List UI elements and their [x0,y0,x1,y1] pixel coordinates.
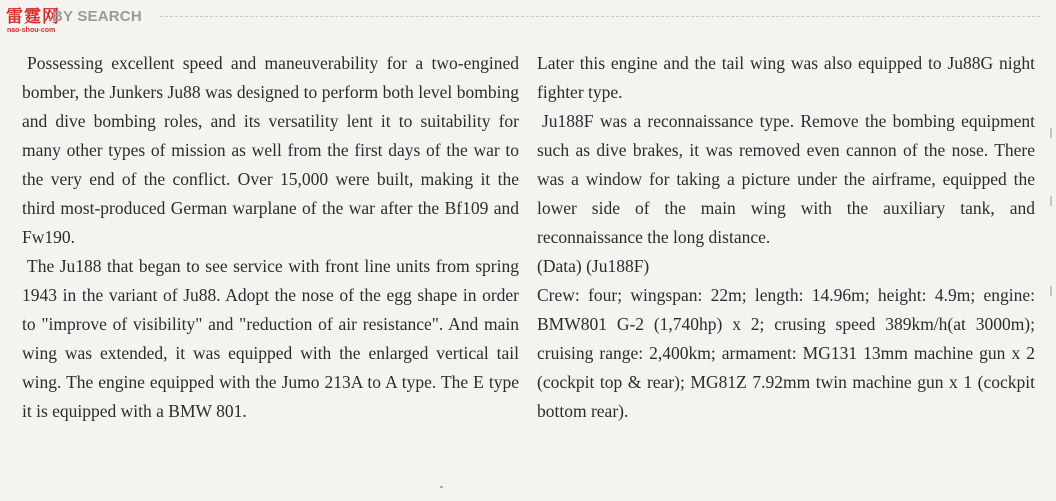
watermark-cn-text: 雷霆网 [6,7,60,27]
data-heading: (Data) (Ju188F) [537,256,650,276]
watermark-en-text: BY SEARCH [52,8,142,25]
page-edge-mark [1050,128,1052,138]
right-text-column [537,49,1035,426]
header-divider [160,16,1040,17]
paragraph-specifications: Crew: four; wingspan: 22m; length: 14.96m; height: 4.9m; engine: BMW801 G-2 (1,740hp) x 2; crusing speed 389km/h(at 3000m); cruising range: 2,400km; armament: MG131 13mm machine gun x 2 (cockpit top & rear); MG81Z 7.92mm twin machine gun x 1 (cockpit bottom rear). [537,285,1035,421]
site-watermark-logo [4,3,164,39]
paragraph-ju188-description: The Ju188 that began to see service with front line units from spring 1943 in the variant of Ju88. Adopt the nose of the egg shape in order to "improve of visibility" and "reduction of air resistance". And main wing was extended, it was equipped with the enlarged vertical tail wing. The engine equipped with the Jumo 213A to A type. The E type it is equipped with a BMW 801. [22,256,519,421]
watermark-sub-text: nao-shou-com [7,27,56,34]
paragraph-ju188f-recon: Ju188F was a reconnaissance type. Remove the bombing equipment such as dive brakes, it was removed even cannon of the nose. There was a window for taking a picture under the airframe, equipped the lower side of the main wing with the auxiliary tank, and reconnaissance the long distance. [537,111,1035,247]
page-edge-mark [1050,286,1052,296]
paragraph-ju88-intro: Possessing excellent speed and maneuverability for a two-engined bomber, the Junkers Ju88 was designed to perform both level bombing and dive bombing roles, and its versatility lent it to suitability for many other types of mission as well from the first days of the war to the very end of the conflict. Over 15,000 were built, making it the third most-produced German warplane of the war after the Bf109 and Fw190. [22,53,519,247]
print-dot-mark [440,486,443,488]
left-text-column [22,49,519,426]
page-edge-mark [1050,196,1052,206]
paragraph-engine-tail-wing: Later this engine and the tail wing was also equipped to Ju88G night fighter type. [537,53,1035,102]
